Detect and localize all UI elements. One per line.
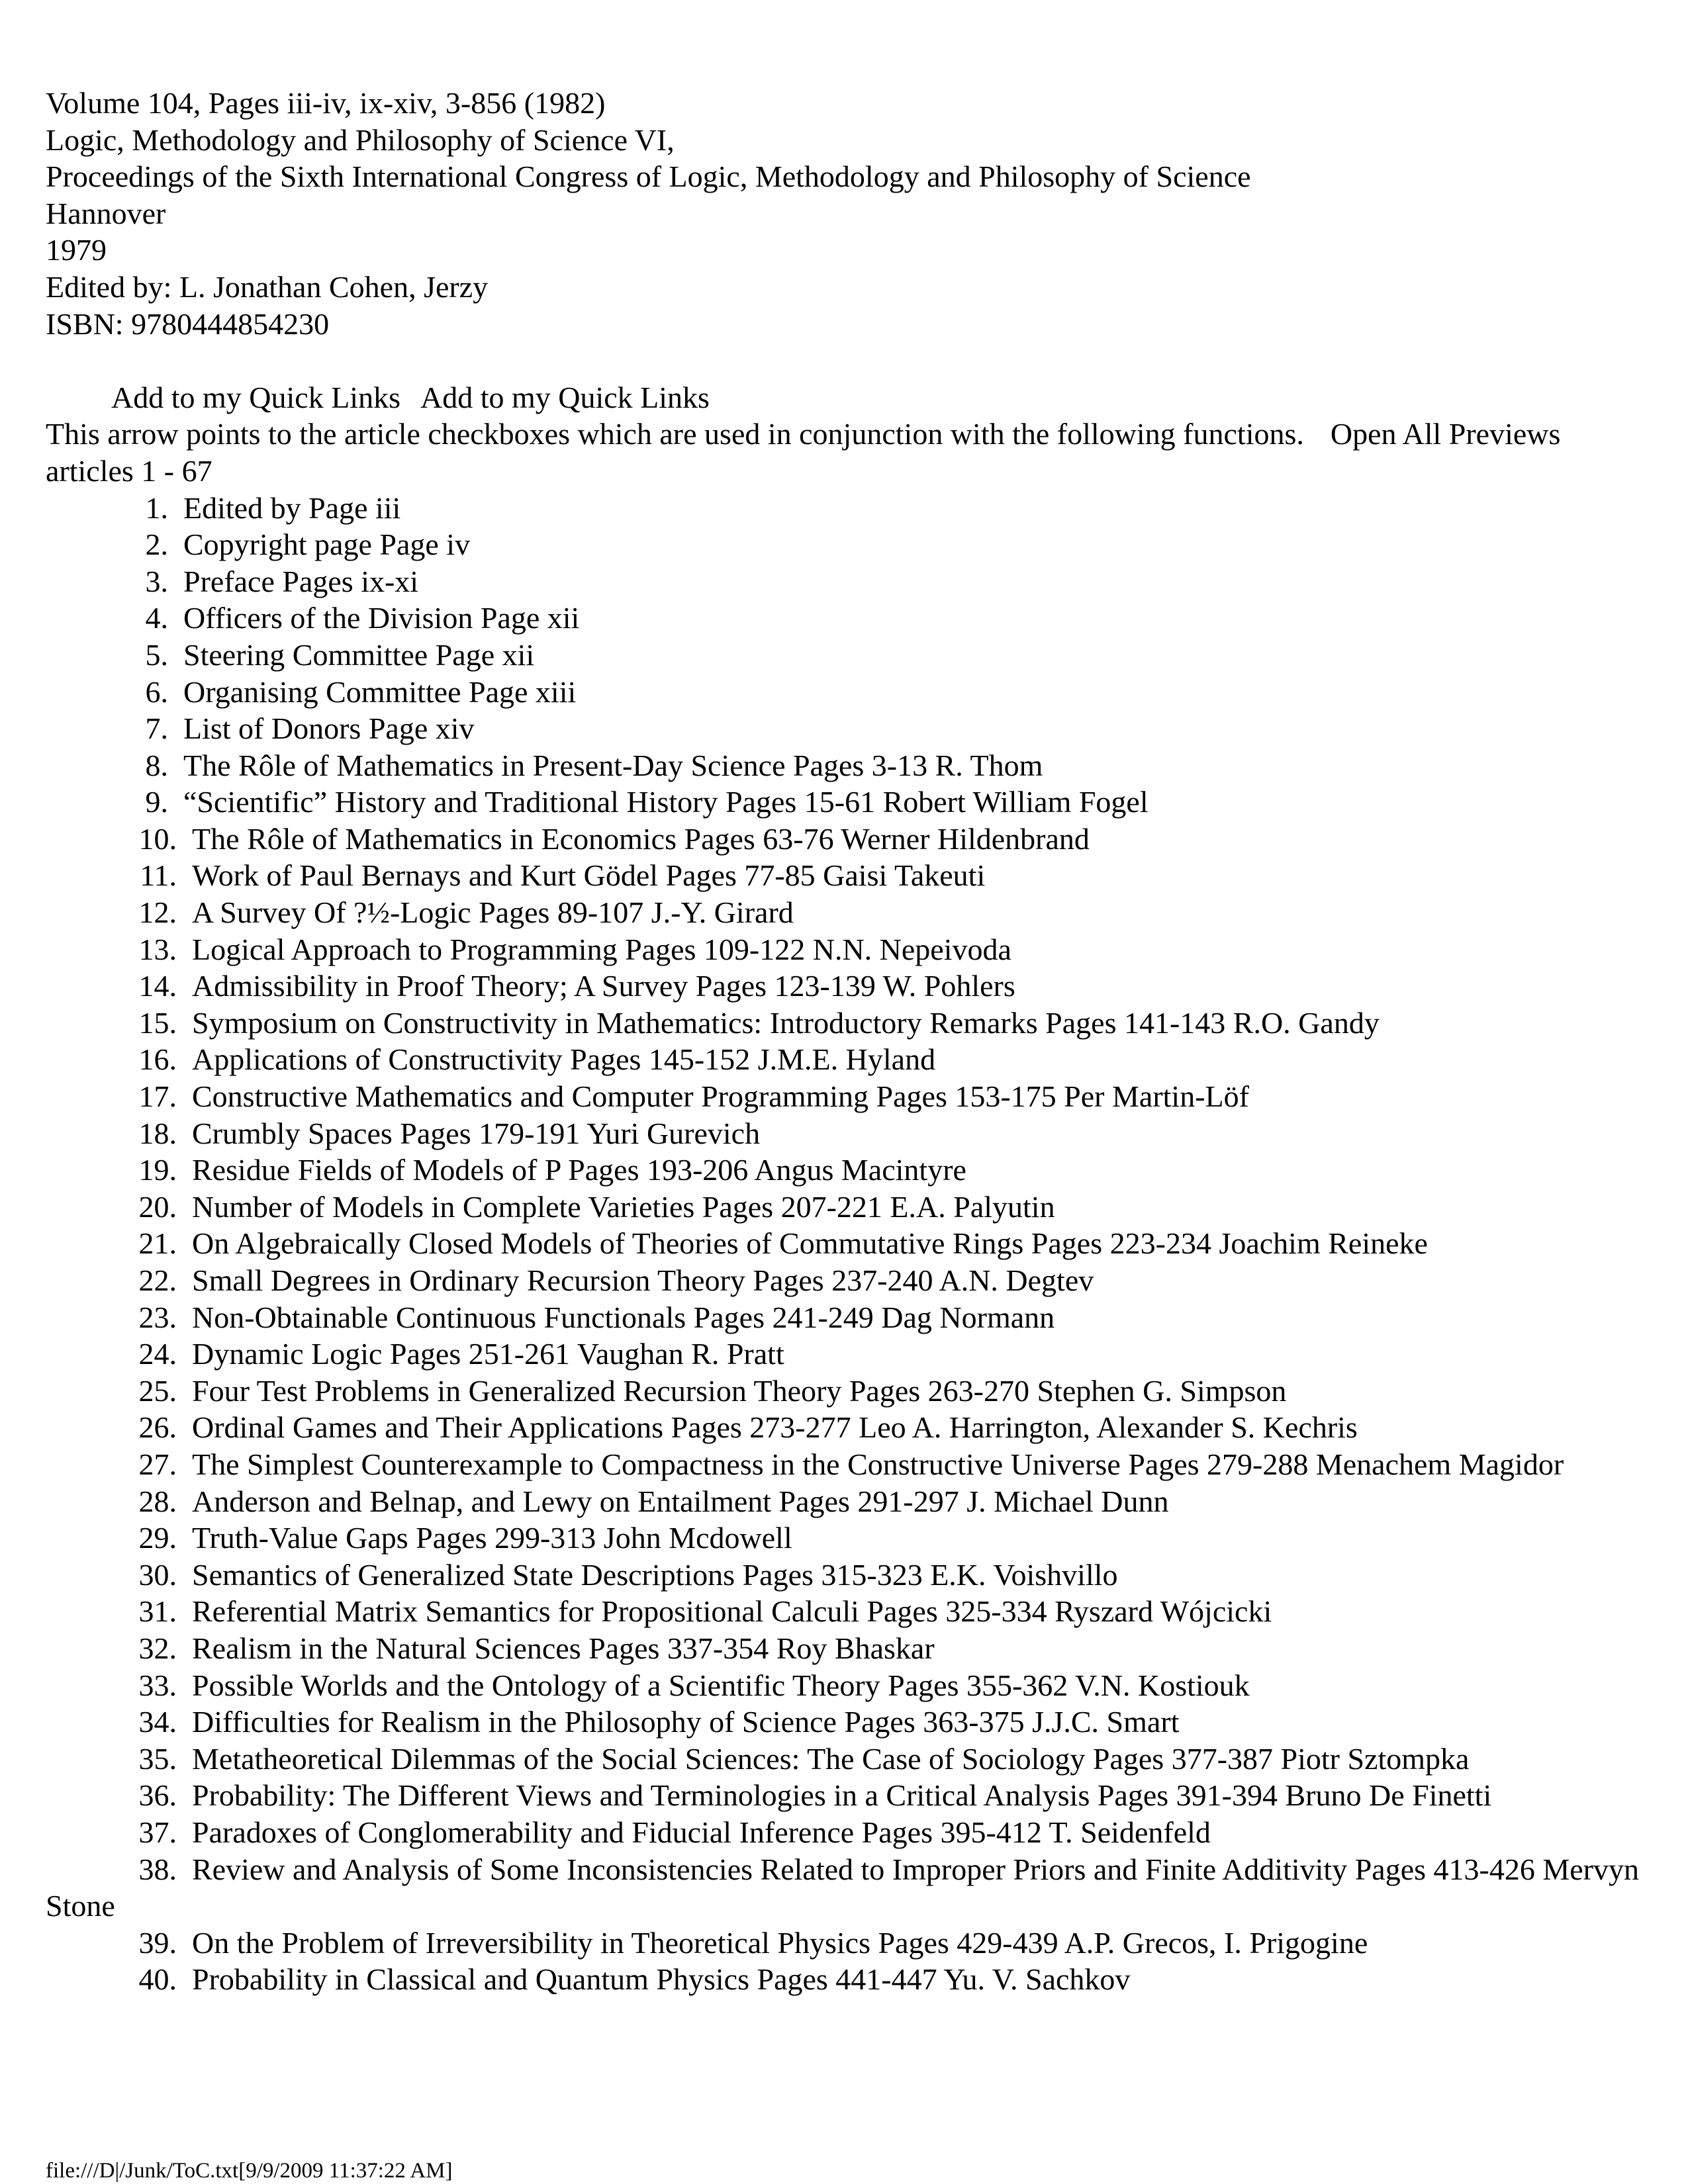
article-link[interactable]: Applications of Constructivity Pages 145-152 J.M.E. Hyland <box>192 1042 936 1077</box>
article-item[interactable] <box>46 1078 1654 1115</box>
article-link[interactable]: The Rôle of Mathematics in Economics Pages 63-76 Werner Hildenbrand <box>192 821 1090 856</box>
article-link[interactable]: Realism in the Natural Sciences Pages 337-354 Roy Bhaskar <box>192 1631 935 1665</box>
isbn: ISBN: 9780444854230 <box>46 306 330 341</box>
article-link[interactable]: Copyright page Page iv <box>183 527 471 562</box>
article-link[interactable]: Work of Paul Bernays and Kurt Gödel Pages 77-85 Gaisi Takeuti <box>192 858 986 893</box>
article-number: 33. <box>138 1668 177 1702</box>
article-number: 32. <box>138 1631 177 1665</box>
article-list <box>46 490 1654 1998</box>
article-item[interactable] <box>46 821 1654 858</box>
article-link[interactable]: Probability in Classical and Quantum Physics Pages 441-447 Yu. V. Sachkov <box>192 1962 1131 1997</box>
article-number: 35. <box>138 1741 177 1776</box>
article-item[interactable] <box>46 857 1654 894</box>
article-item[interactable] <box>46 931 1654 968</box>
article-item[interactable] <box>46 674 1654 711</box>
article-number: 36. <box>138 1778 177 1813</box>
article-link[interactable]: Dynamic Logic Pages 251-261 Vaughan R. Pratt <box>192 1337 784 1371</box>
article-number: 25. <box>138 1373 177 1408</box>
article-link[interactable]: The Simplest Counterexample to Compactness in the Constructive Universe Pages 279-288 Menachem Magidor <box>192 1447 1564 1481</box>
article-item[interactable] <box>46 1557 1654 1594</box>
article-item[interactable] <box>46 1741 1654 1778</box>
article-item[interactable] <box>46 1630 1654 1667</box>
article-number: 9. <box>145 785 168 819</box>
article-item[interactable] <box>46 1925 1654 1962</box>
article-number: 40. <box>138 1962 177 1997</box>
article-number: 24. <box>138 1337 177 1371</box>
article-link[interactable]: Edited by Page iii <box>183 490 401 525</box>
article-item[interactable] <box>46 1189 1654 1226</box>
article-number: 11. <box>140 858 177 893</box>
article-link[interactable]: Four Test Problems in Generalized Recursion Theory Pages 263-270 Stephen G. Simpson <box>192 1373 1287 1408</box>
article-item[interactable] <box>46 1262 1654 1299</box>
article-number: 12. <box>138 895 177 930</box>
article-item[interactable] <box>46 563 1654 600</box>
article-link[interactable]: Small Degrees in Ordinary Recursion Theory Pages 237-240 A.N. Degtev <box>192 1263 1094 1297</box>
article-item[interactable] <box>46 1409 1654 1446</box>
article-link[interactable]: Paradoxes of Conglomerability and Fiducial Inference Pages 395-412 T. Seidenfeld <box>192 1815 1211 1849</box>
article-item[interactable] <box>46 968 1654 1005</box>
article-number: 29. <box>138 1521 177 1555</box>
article-link[interactable]: Steering Committee Page xii <box>183 637 535 672</box>
article-number: 38. <box>138 1852 177 1886</box>
article-item[interactable] <box>46 1005 1654 1042</box>
article-item[interactable] <box>46 1373 1654 1410</box>
article-number: 15. <box>138 1005 177 1040</box>
year: 1979 <box>46 233 107 267</box>
article-number: 21. <box>138 1226 177 1261</box>
article-number: 18. <box>138 1116 177 1150</box>
article-item[interactable] <box>46 1299 1654 1336</box>
article-link[interactable]: Semantics of Generalized State Descriptions Pages 315-323 E.K. Voishvillo <box>192 1557 1118 1592</box>
article-number: 34. <box>138 1705 177 1739</box>
article-link[interactable]: On the Problem of Irreversibility in Theoretical Physics Pages 429-439 A.P. Grecos, I. Prigogine <box>192 1925 1368 1960</box>
article-number: 28. <box>138 1484 177 1518</box>
article-link[interactable]: Number of Models in Complete Varieties Pages 207-221 E.A. Palyutin <box>192 1189 1055 1224</box>
book-title: Logic, Methodology and Philosophy of Science VI, <box>46 122 675 157</box>
article-number: 19. <box>138 1153 177 1187</box>
article-number: 5. <box>145 637 168 672</box>
article-item[interactable] <box>46 747 1654 784</box>
article-link[interactable]: “Scientific” History and Traditional History Pages 15-61 Robert William Fogel <box>183 785 1149 819</box>
article-item[interactable] <box>46 1851 1654 1925</box>
article-item[interactable] <box>46 1483 1654 1520</box>
article-link[interactable]: A Survey Of ?½-Logic Pages 89-107 J.-Y. Girard <box>192 895 794 930</box>
article-link[interactable]: Referential Matrix Semantics for Propositional Calculi Pages 325-334 Ryszard Wójcicki <box>192 1594 1272 1629</box>
article-link[interactable]: Logical Approach to Programming Pages 109-122 N.N. Nepeivoda <box>192 932 1011 966</box>
article-link[interactable]: Preface Pages ix-xi <box>183 564 419 598</box>
article-item[interactable] <box>46 1814 1654 1851</box>
article-link[interactable]: List of Donors Page xiv <box>183 711 475 746</box>
editors: Edited by: L. Jonathan Cohen, Jerzy <box>46 269 489 304</box>
article-number: 17. <box>138 1079 177 1114</box>
article-item[interactable] <box>46 894 1654 931</box>
article-link[interactable]: Ordinal Games and Their Applications Pages 273-277 Leo A. Harrington, Alexander S. Kechris <box>192 1410 1358 1445</box>
article-link[interactable]: Constructive Mathematics and Computer Programming Pages 153-175 Per Martin-Löf <box>192 1079 1249 1114</box>
article-number: 37. <box>138 1815 177 1849</box>
add-quick-links-link[interactable]: Add to my Quick Links <box>111 380 400 414</box>
article-link[interactable]: Difficulties for Realism in the Philosophy of Science Pages 363-375 J.J.C. Smart <box>192 1705 1180 1739</box>
article-link[interactable]: On Algebraically Closed Models of Theories of Commutative Rings Pages 223-234 Joachim Reineke <box>192 1226 1428 1261</box>
add-quick-links-link-2[interactable]: Add to my Quick Links <box>420 380 710 414</box>
article-link[interactable]: Possible Worlds and the Ontology of a Scientific Theory Pages 355-362 V.N. Kostiouk <box>192 1668 1250 1702</box>
article-number: 4. <box>145 601 168 635</box>
article-item[interactable] <box>46 526 1654 563</box>
book-subtitle: Proceedings of the Sixth International Congress of Logic, Methodology and Philosophy of Science <box>46 159 1251 194</box>
quick-links-row <box>46 379 1654 416</box>
article-link[interactable]: Residue Fields of Models of P Pages 193-206 Angus Macintyre <box>192 1153 966 1187</box>
article-number: 16. <box>138 1042 177 1077</box>
article-number: 2. <box>145 527 168 562</box>
functions-row <box>46 416 1654 489</box>
article-item[interactable] <box>46 1152 1654 1189</box>
article-link[interactable]: Probability: The Different Views and Terminologies in a Critical Analysis Pages 391-394 Bruno De Finetti <box>192 1778 1492 1813</box>
article-item[interactable] <box>46 1336 1654 1373</box>
article-item[interactable] <box>46 490 1654 527</box>
article-item[interactable] <box>46 600 1654 637</box>
article-link[interactable]: Metatheoretical Dilemmas of the Social Sciences: The Case of Sociology Pages 377-387 Piotr Sztompka <box>192 1741 1470 1776</box>
article-link[interactable]: Admissibility in Proof Theory; A Survey Pages 123-139 W. Pohlers <box>192 969 1015 1003</box>
article-number: 30. <box>138 1557 177 1592</box>
article-number: 39. <box>138 1925 177 1960</box>
article-item[interactable] <box>46 1704 1654 1741</box>
volume-info: Volume 104, Pages iii-iv, ix-xiv, 3-856 (1982) <box>46 86 606 120</box>
article-number: 23. <box>138 1300 177 1334</box>
article-number: 31. <box>138 1594 177 1629</box>
article-item[interactable] <box>46 1520 1654 1557</box>
article-link[interactable]: Crumbly Spaces Pages 179-191 Yuri Gurevich <box>192 1116 761 1150</box>
article-link[interactable]: Anderson and Belnap, and Lewy on Entailment Pages 291-297 J. Michael Dunn <box>192 1484 1169 1518</box>
article-number: 27. <box>138 1447 177 1481</box>
article-item[interactable] <box>46 1225 1654 1262</box>
article-item[interactable] <box>46 1115 1654 1152</box>
article-link[interactable]: The Rôle of Mathematics in Present-Day Science Pages 3-13 R. Thom <box>183 748 1043 782</box>
article-item[interactable] <box>46 1961 1654 1998</box>
article-item[interactable] <box>46 1041 1654 1078</box>
article-number: 13. <box>138 932 177 966</box>
article-number: 10. <box>138 821 177 856</box>
article-number: 1. <box>145 490 168 525</box>
article-number: 22. <box>138 1263 177 1297</box>
article-item[interactable] <box>46 637 1654 674</box>
article-number: 20. <box>138 1189 177 1224</box>
article-item[interactable] <box>46 1667 1654 1704</box>
article-link[interactable]: Organising Committee Page xiii <box>183 674 577 709</box>
article-number: 14. <box>138 969 177 1003</box>
article-number: 26. <box>138 1410 177 1445</box>
article-range: articles 1 - 67 <box>46 453 212 488</box>
article-item[interactable] <box>46 1446 1654 1483</box>
toc-document <box>46 85 1654 1998</box>
open-all-previews-link[interactable]: Open All Previews <box>1330 417 1561 451</box>
article-link[interactable]: Review and Analysis of Some Inconsistencies Related to Improper Priors and Finite Additivity Pages 413-426 Mervyn Stone <box>46 1852 1639 1923</box>
article-item[interactable] <box>46 784 1654 821</box>
article-item[interactable] <box>46 1593 1654 1630</box>
article-number: 7. <box>145 711 168 746</box>
article-link[interactable]: Symposium on Constructivity in Mathematics: Introductory Remarks Pages 141-143 R.O. Gandy <box>192 1005 1380 1040</box>
place: Hannover <box>46 196 166 230</box>
article-link[interactable]: Non-Obtainable Continuous Functionals Pages 241-249 Dag Normann <box>192 1300 1055 1334</box>
article-number: 6. <box>145 674 168 709</box>
article-link[interactable]: Officers of the Division Page xii <box>183 601 580 635</box>
article-item[interactable] <box>46 1777 1654 1814</box>
arrow-note: This arrow points to the article checkboxes which are used in conjunction with the following functions. <box>46 417 1304 451</box>
article-link[interactable]: Truth-Value Gaps Pages 299-313 John Mcdowell <box>192 1521 792 1555</box>
article-number: 8. <box>145 748 168 782</box>
file-path-footer: file:///D|/Junk/ToC.txt[9/9/2009 11:37:22 AM] <box>46 2159 453 2183</box>
article-item[interactable] <box>46 710 1654 747</box>
article-number: 3. <box>145 564 168 598</box>
